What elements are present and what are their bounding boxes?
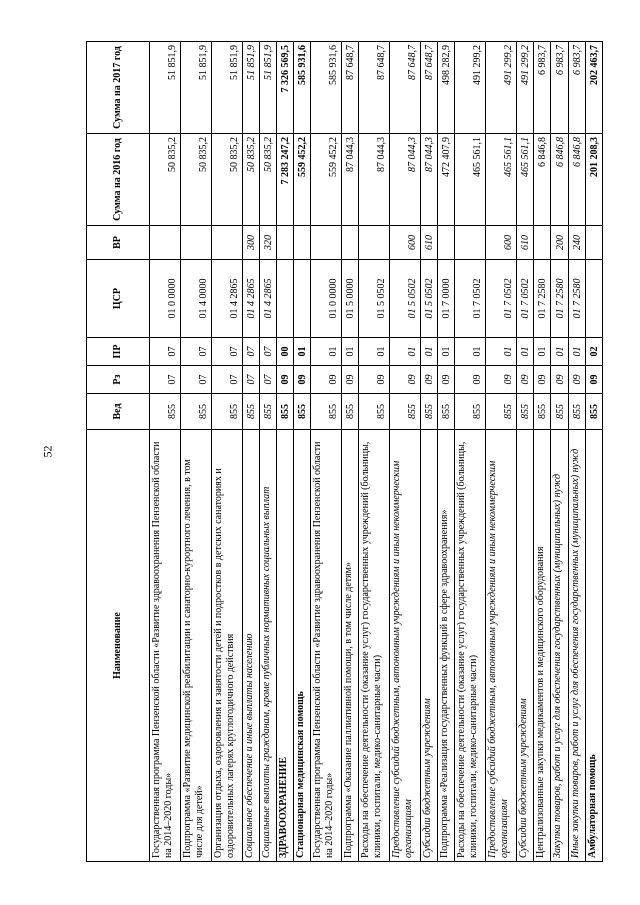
cell-name: Расходы на обеспечение деятельности (оказание услуг) государственных учреждений (больницы, клиники, госпитали, медико-санитарные части)	[455, 430, 486, 862]
cell-sum-2017: 51 851,9	[150, 42, 181, 134]
table-row	[390, 42, 421, 862]
cell-name: Предоставление субсидий бюджетным, автономным учреждениям и иным некоммерческим организациям	[390, 430, 421, 862]
cell-vr: 240	[568, 226, 585, 260]
cell-vr: 600	[390, 226, 421, 260]
cell-rz: 09	[294, 366, 311, 394]
cell-sum-2016: 50 835,2	[242, 134, 259, 226]
cell-vr	[342, 226, 359, 260]
table-row	[276, 42, 293, 862]
cell-name: Централизованные закупки медикаментов и медицинского оборудования	[534, 430, 551, 862]
cell-csr	[294, 260, 311, 338]
cell-pr: 01	[486, 338, 517, 366]
cell-vr: 610	[421, 226, 438, 260]
cell-rz: 09	[551, 366, 568, 394]
table-header-row	[87, 42, 150, 862]
cell-ved: 855	[517, 394, 534, 430]
cell-vr: 300	[242, 226, 259, 260]
cell-name: Субсидии бюджетным учреждениям	[421, 430, 438, 862]
header-pr: ПР	[87, 338, 150, 366]
table-body	[150, 42, 603, 862]
cell-rz: 09	[359, 366, 390, 394]
table-row	[150, 42, 181, 862]
cell-pr: 02	[585, 338, 602, 366]
cell-csr: 01 7 0502	[486, 260, 517, 338]
cell-rz: 09	[438, 366, 455, 394]
cell-sum-2016: 87 044,3	[342, 134, 359, 226]
cell-sum-2016: 559 452,2	[311, 134, 342, 226]
cell-sum-2017: 51 851,9	[180, 42, 211, 134]
cell-sum-2017: 87 648,7	[390, 42, 421, 134]
table-row	[421, 42, 438, 862]
cell-sum-2017: 6 983,7	[568, 42, 585, 134]
cell-vr	[585, 226, 602, 260]
cell-vr	[359, 226, 390, 260]
cell-csr: 01 0 0000	[311, 260, 342, 338]
cell-ved: 855	[438, 394, 455, 430]
cell-rz: 07	[180, 366, 211, 394]
cell-rz: 09	[421, 366, 438, 394]
cell-vr	[534, 226, 551, 260]
cell-pr: 01	[455, 338, 486, 366]
cell-rz: 09	[517, 366, 534, 394]
cell-sum-2016: 465 561,1	[455, 134, 486, 226]
cell-name: Подпрограмма «Реализация государственных функций в сфере здравоохранения»	[438, 430, 455, 862]
cell-name: Закупка товаров, работ и услуг для обеспечения государственных (муниципальных) нужд	[551, 430, 568, 862]
budget-table	[86, 41, 603, 862]
cell-pr: 07	[150, 338, 181, 366]
header-name: Наименование	[87, 430, 150, 862]
cell-vr	[311, 226, 342, 260]
cell-csr: 01 7 0502	[455, 260, 486, 338]
cell-pr: 01	[311, 338, 342, 366]
cell-rz: 07	[259, 366, 276, 394]
cell-name: Государственная программа Пензенской области «Развитие здравоохранения Пензенской области на 2014–2020 годы»	[311, 430, 342, 862]
cell-pr: 01	[438, 338, 455, 366]
cell-pr: 01	[517, 338, 534, 366]
cell-name: Стационарная медицинская помощь	[294, 430, 311, 862]
cell-sum-2016: 6 846,8	[534, 134, 551, 226]
cell-csr: 01 5 0502	[390, 260, 421, 338]
cell-name: Расходы на обеспечение деятельности (оказание услуг) государственных учреждений (больницы, клиники, госпитали, медико-санитарные части)	[359, 430, 390, 862]
cell-csr: 01 7 2580	[551, 260, 568, 338]
cell-sum-2017: 6 983,7	[534, 42, 551, 134]
table-row	[294, 42, 311, 862]
cell-name: ЗДРАВООХРАНЕНИЕ	[276, 430, 293, 862]
cell-ved: 855	[359, 394, 390, 430]
cell-ved: 855	[534, 394, 551, 430]
table-row	[517, 42, 534, 862]
cell-name: Подпрограмма «Развитие медицинской реабилитации и санаторно-курортного лечения, в том числе для детей»	[180, 430, 211, 862]
cell-sum-2016: 465 561,1	[517, 134, 534, 226]
cell-ved: 855	[294, 394, 311, 430]
cell-pr: 07	[242, 338, 259, 366]
cell-pr: 01	[342, 338, 359, 366]
cell-vr	[180, 226, 211, 260]
cell-sum-2016: 201 208,3	[585, 134, 602, 226]
cell-vr	[211, 226, 242, 260]
cell-ved: 855	[551, 394, 568, 430]
cell-csr: 01 7 0502	[517, 260, 534, 338]
cell-name: Предоставление субсидий бюджетным, автономным учреждениям и иным некоммерческим организациям	[486, 430, 517, 862]
cell-sum-2017: 202 463,7	[585, 42, 602, 134]
table-row	[180, 42, 211, 862]
cell-sum-2017: 585 931,6	[311, 42, 342, 134]
cell-sum-2016: 50 835,2	[211, 134, 242, 226]
table-row	[242, 42, 259, 862]
cell-csr: 01 0 0000	[150, 260, 181, 338]
table-row	[259, 42, 276, 862]
table-row	[211, 42, 242, 862]
cell-pr: 01	[294, 338, 311, 366]
header-sum-2017: Сумма на 2017 год	[87, 42, 150, 134]
cell-name: Социальные выплаты гражданам, кроме публичных нормативных социальных выплат	[259, 430, 276, 862]
table-row	[342, 42, 359, 862]
cell-rz: 09	[585, 366, 602, 394]
cell-sum-2017: 498 282,9	[438, 42, 455, 134]
cell-ved: 855	[211, 394, 242, 430]
header-csr: ЦСР	[87, 260, 150, 338]
cell-ved: 855	[180, 394, 211, 430]
cell-ved: 855	[311, 394, 342, 430]
table-row	[551, 42, 568, 862]
cell-ved: 855	[276, 394, 293, 430]
cell-vr	[294, 226, 311, 260]
cell-rz: 09	[276, 366, 293, 394]
table-row	[568, 42, 585, 862]
cell-vr	[150, 226, 181, 260]
cell-sum-2017: 87 648,7	[421, 42, 438, 134]
cell-vr	[455, 226, 486, 260]
cell-csr: 01 4 0000	[180, 260, 211, 338]
table-row	[311, 42, 342, 862]
cell-rz: 07	[150, 366, 181, 394]
cell-rz: 09	[390, 366, 421, 394]
cell-rz: 09	[568, 366, 585, 394]
cell-sum-2017: 491 299,2	[486, 42, 517, 134]
cell-vr: 200	[551, 226, 568, 260]
cell-pr: 01	[390, 338, 421, 366]
cell-pr: 01	[359, 338, 390, 366]
cell-csr: 01 7 2580	[568, 260, 585, 338]
cell-sum-2016: 50 835,2	[180, 134, 211, 226]
table-row	[486, 42, 517, 862]
cell-name: Государственная программа Пензенской области «Развитие здравоохранения Пензенской области на 2014–2020 годы»	[150, 430, 181, 862]
cell-sum-2016: 87 044,3	[359, 134, 390, 226]
cell-pr: 01	[421, 338, 438, 366]
cell-csr: 01 7 2580	[534, 260, 551, 338]
cell-sum-2016: 7 283 247,2	[276, 134, 293, 226]
cell-ved: 855	[455, 394, 486, 430]
header-rz: Рз	[87, 366, 150, 394]
cell-sum-2017: 585 931,6	[294, 42, 311, 134]
cell-sum-2016: 87 044,3	[390, 134, 421, 226]
cell-sum-2016: 50 835,2	[259, 134, 276, 226]
cell-sum-2017: 491 299,2	[517, 42, 534, 134]
cell-sum-2017: 51 851,9	[259, 42, 276, 134]
cell-vr	[276, 226, 293, 260]
table-row	[438, 42, 455, 862]
cell-sum-2017: 491 299,2	[455, 42, 486, 134]
cell-rz: 09	[534, 366, 551, 394]
cell-sum-2016: 50 835,2	[150, 134, 181, 226]
cell-ved: 855	[259, 394, 276, 430]
table-row	[359, 42, 390, 862]
cell-ved: 855	[486, 394, 517, 430]
cell-csr: 01 5 0000	[342, 260, 359, 338]
cell-sum-2017: 51 851,9	[211, 42, 242, 134]
cell-sum-2016: 6 846,8	[568, 134, 585, 226]
cell-rz: 07	[211, 366, 242, 394]
cell-ved: 855	[150, 394, 181, 430]
cell-csr: 01 5 0502	[359, 260, 390, 338]
cell-pr: 07	[211, 338, 242, 366]
cell-csr: 01 4 2865	[242, 260, 259, 338]
cell-sum-2016: 465 561,1	[486, 134, 517, 226]
cell-rz: 09	[342, 366, 359, 394]
table-row	[534, 42, 551, 862]
header-sum-2016: Сумма на 2016 год	[87, 134, 150, 226]
cell-ved: 855	[585, 394, 602, 430]
cell-csr	[585, 260, 602, 338]
cell-ved: 855	[421, 394, 438, 430]
cell-sum-2017: 51 851,9	[242, 42, 259, 134]
cell-name: Подпрограмма «Оказание паллиативной помощи, в том числе детям»	[342, 430, 359, 862]
cell-rz: 09	[455, 366, 486, 394]
cell-pr: 01	[551, 338, 568, 366]
cell-sum-2016: 559 452,2	[294, 134, 311, 226]
cell-sum-2016: 6 846,8	[551, 134, 568, 226]
cell-pr: 01	[568, 338, 585, 366]
header-vr: ВР	[87, 226, 150, 260]
cell-vr: 600	[486, 226, 517, 260]
cell-name: Субсидии бюджетным учреждениям	[517, 430, 534, 862]
cell-sum-2017: 6 983,7	[551, 42, 568, 134]
cell-ved: 855	[242, 394, 259, 430]
cell-csr: 01 7 0000	[438, 260, 455, 338]
cell-pr: 07	[180, 338, 211, 366]
table-row	[455, 42, 486, 862]
cell-vr: 320	[259, 226, 276, 260]
cell-pr: 00	[276, 338, 293, 366]
cell-pr: 07	[259, 338, 276, 366]
cell-name: Социальное обеспечение и иные выплаты населению	[242, 430, 259, 862]
cell-sum-2017: 7 326 569,5	[276, 42, 293, 134]
cell-name: Амбулаторная помощь	[585, 430, 602, 862]
cell-vr: 610	[517, 226, 534, 260]
header-ved: Вед	[87, 394, 150, 430]
budget-table-container	[86, 42, 603, 862]
cell-sum-2016: 87 044,3	[421, 134, 438, 226]
cell-sum-2017: 87 648,7	[342, 42, 359, 134]
cell-name: Организация отдыха, оздоровления и занятости детей и подростков в детских санаториях и оздоровительных лагерях круглогодичного действия	[211, 430, 242, 862]
cell-vr	[438, 226, 455, 260]
cell-ved: 855	[568, 394, 585, 430]
table-row	[585, 42, 602, 862]
cell-sum-2016: 472 407,9	[438, 134, 455, 226]
page-number: 52	[40, 445, 55, 458]
cell-sum-2017: 87 648,7	[359, 42, 390, 134]
cell-rz: 09	[486, 366, 517, 394]
cell-pr: 01	[534, 338, 551, 366]
cell-csr: 01 4 2865	[211, 260, 242, 338]
cell-csr: 01 4 2865	[259, 260, 276, 338]
cell-rz: 09	[311, 366, 342, 394]
cell-ved: 855	[342, 394, 359, 430]
cell-csr: 01 5 0502	[421, 260, 438, 338]
cell-name: Иные закупки товаров, работ и услуг для обеспечения государственных (муниципальных) нужд	[568, 430, 585, 862]
cell-rz: 07	[242, 366, 259, 394]
cell-ved: 855	[390, 394, 421, 430]
cell-csr	[276, 260, 293, 338]
